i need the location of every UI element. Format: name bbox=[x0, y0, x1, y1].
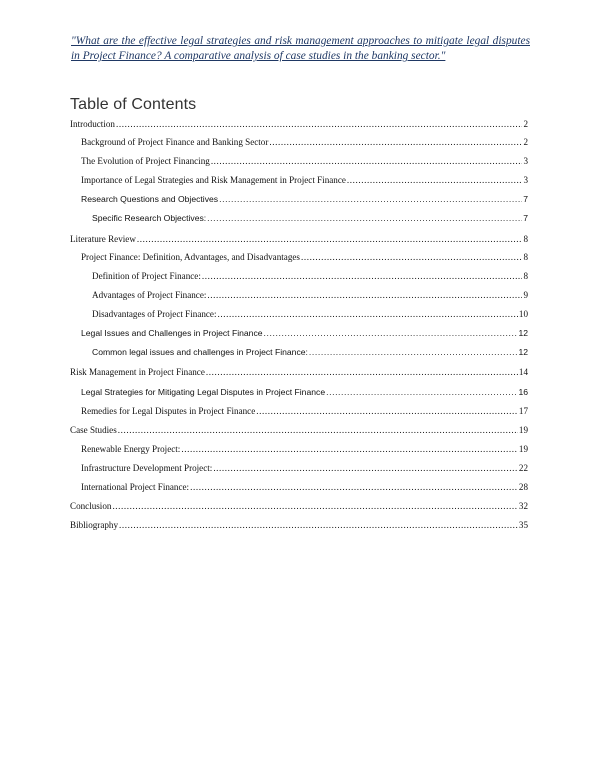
toc-page-number: 35 bbox=[518, 520, 528, 530]
toc-dot-leader bbox=[119, 520, 518, 530]
toc-page-number: 14 bbox=[518, 367, 528, 377]
toc-entry-definition[interactable] bbox=[92, 271, 528, 285]
toc-entry-legal-strategies[interactable] bbox=[81, 387, 528, 401]
toc-dot-leader bbox=[112, 501, 517, 511]
toc-page-number: 22 bbox=[518, 463, 528, 473]
toc-entry-remedies[interactable] bbox=[81, 406, 528, 420]
toc-dot-leader bbox=[202, 271, 523, 281]
toc-entry-label: Common legal issues and challenges in Project Finance: bbox=[92, 347, 308, 357]
toc-page-number: 32 bbox=[518, 501, 528, 511]
toc-entry-label: Literature Review bbox=[70, 234, 136, 244]
toc-entry-label: Conclusion bbox=[70, 501, 112, 511]
toc-entry-legal-issues[interactable] bbox=[81, 328, 528, 342]
toc-dot-leader bbox=[218, 309, 518, 319]
toc-entry-label: Infrastructure Development Project: bbox=[81, 463, 213, 473]
toc-entry-risk-management[interactable] bbox=[70, 367, 528, 381]
toc-dot-leader bbox=[309, 347, 518, 357]
toc-dot-leader bbox=[181, 444, 518, 454]
toc-dot-leader bbox=[301, 252, 523, 262]
toc-entry-label: Specific Research Objectives: bbox=[92, 213, 207, 223]
toc-page-number: 3 bbox=[523, 156, 528, 166]
toc-entry-bibliography[interactable] bbox=[70, 520, 528, 534]
document-title: "What are the effective legal strategies and risk management approaches to mitigate legal disputes in Project Finance? A comparative analysis of case studies in the banking sector." bbox=[71, 35, 530, 62]
toc-dot-leader bbox=[269, 137, 522, 147]
toc-entry-importance[interactable] bbox=[81, 175, 528, 189]
toc-heading: Table of Contents bbox=[70, 96, 197, 113]
toc-dot-leader bbox=[219, 194, 522, 204]
toc-entry-label: Bibliography bbox=[70, 520, 118, 530]
toc-page-number: 19 bbox=[518, 444, 528, 454]
toc-entry-label: Renewable Energy Project: bbox=[81, 444, 181, 454]
toc-page-number: 3 bbox=[523, 175, 528, 185]
toc-entry-label: Disadvantages of Project Finance: bbox=[92, 309, 217, 319]
toc-dot-leader bbox=[211, 156, 523, 166]
toc-entry-infrastructure[interactable] bbox=[81, 463, 528, 477]
toc-entry-advantages[interactable] bbox=[92, 290, 528, 304]
toc-dot-leader bbox=[207, 290, 522, 300]
toc-page-number: 16 bbox=[518, 387, 528, 397]
toc-entry-label: The Evolution of Project Financing bbox=[81, 156, 210, 166]
toc-page-number: 12 bbox=[518, 347, 528, 357]
toc-dot-leader bbox=[116, 119, 522, 129]
toc-entry-research-questions[interactable] bbox=[81, 194, 528, 208]
toc-dot-leader bbox=[190, 482, 518, 492]
toc-entry-renewable-energy[interactable] bbox=[81, 444, 528, 458]
toc-entry-label: Research Questions and Objectives bbox=[81, 194, 219, 204]
toc-entry-specific-objectives[interactable] bbox=[92, 213, 528, 227]
toc-page-number: 2 bbox=[523, 137, 528, 147]
toc-entry-pf-definition-adv-disadv[interactable] bbox=[81, 252, 528, 266]
toc-entry-label: Remedies for Legal Disputes in Project Finance bbox=[81, 406, 256, 416]
toc-page-number: 8 bbox=[523, 252, 528, 262]
toc-entry-label: International Project Finance: bbox=[81, 482, 190, 492]
toc-entry-international[interactable] bbox=[81, 482, 528, 496]
toc-entry-case-studies[interactable] bbox=[70, 425, 528, 439]
toc-page-number: 7 bbox=[523, 194, 528, 204]
toc-page-number: 9 bbox=[523, 290, 528, 300]
toc-page-number: 19 bbox=[518, 425, 528, 435]
toc-entry-label: Legal Issues and Challenges in Project Finance bbox=[81, 328, 263, 338]
toc-entry-literature-review[interactable] bbox=[70, 234, 528, 248]
toc-dot-leader bbox=[207, 213, 522, 223]
toc-page-number: 10 bbox=[518, 309, 528, 319]
toc-page-number: 8 bbox=[523, 271, 528, 281]
toc-dot-leader bbox=[256, 406, 518, 416]
toc-dot-leader bbox=[347, 175, 523, 185]
toc-page-number: 17 bbox=[518, 406, 528, 416]
toc-entry-label: Legal Strategies for Mitigating Legal Disputes in Project Finance bbox=[81, 387, 326, 397]
toc-entry-common-legal-issues[interactable] bbox=[92, 347, 528, 361]
toc-entry-label: Advantages of Project Finance: bbox=[92, 290, 207, 300]
toc-entry-evolution[interactable] bbox=[81, 156, 528, 170]
toc-page-number: 8 bbox=[523, 234, 528, 244]
toc-entry-conclusion[interactable] bbox=[70, 501, 528, 515]
toc-dot-leader bbox=[137, 234, 523, 244]
toc-dot-leader bbox=[213, 463, 518, 473]
toc-entry-label: Introduction bbox=[70, 119, 115, 129]
toc-entry-label: Risk Management in Project Finance bbox=[70, 367, 205, 377]
toc-entry-label: Project Finance: Definition, Advantages, and Disadvantages bbox=[81, 252, 300, 262]
toc-entry-introduction[interactable] bbox=[70, 119, 528, 133]
toc-entry-label: Definition of Project Finance: bbox=[92, 271, 201, 281]
toc-page-number: 2 bbox=[523, 119, 528, 129]
toc-dot-leader bbox=[118, 425, 518, 435]
toc-entry-label: Case Studies bbox=[70, 425, 117, 435]
toc-dot-leader bbox=[206, 367, 518, 377]
toc-page-number: 7 bbox=[523, 213, 528, 223]
toc-entry-disadvantages[interactable] bbox=[92, 309, 528, 323]
toc-entry-label: Background of Project Finance and Banking Sector bbox=[81, 137, 269, 147]
toc-dot-leader bbox=[326, 387, 517, 397]
toc-entry-label: Importance of Legal Strategies and Risk Management in Project Finance bbox=[81, 175, 346, 185]
toc-entry-background[interactable] bbox=[81, 137, 528, 151]
toc-page-number: 12 bbox=[518, 328, 528, 338]
toc-page-number: 28 bbox=[518, 482, 528, 492]
toc-dot-leader bbox=[264, 328, 518, 338]
